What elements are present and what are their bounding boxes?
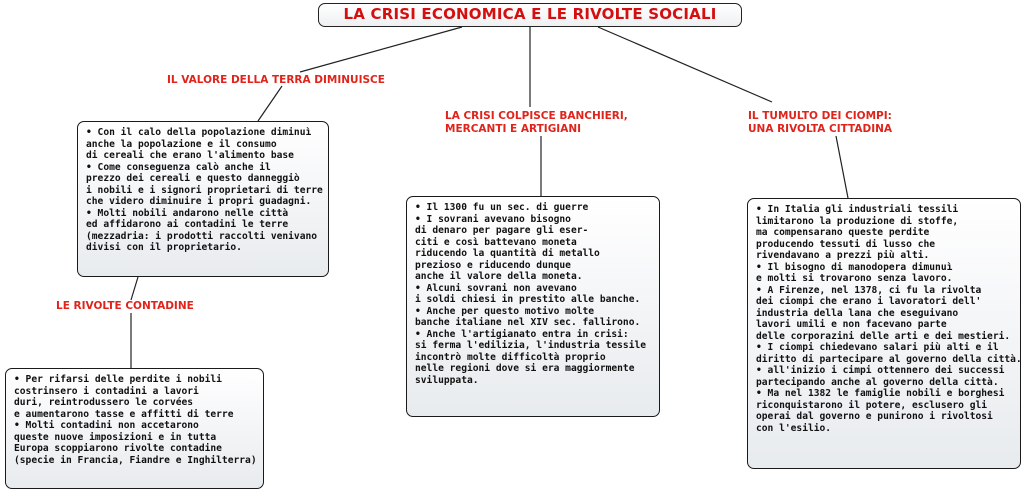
box-banchieri: • Il 1300 fu un sec. di guerre • I sovrani avevano bisogno di denaro per pagare gli eser- citi e così battevano moneta riducendo la quantità di metallo prezioso e riducendo dunque anche il valore della moneta. • Alcuni sovrani non avevano i soldi chiesi in prestito alle banche. • Anche per questo motivo molte banche italiane nel XIV sec. fallirono. • Anche l'artigianato entra in crisi: si ferma l'edilizia, l'industria tessile incontrò molte difficoltà proprio nelle regioni dove si era maggiormente sviluppata. (406, 196, 660, 417)
map-title: LA CRISI ECONOMICA E LE RIVOLTE SOCIALI (318, 3, 742, 27)
connector-title-ciompi (598, 27, 772, 102)
connector-ciompi-box (836, 136, 848, 198)
label-rivolte: LE RIVOLTE CONTADINE (56, 300, 194, 312)
box-rivolte: • Per rifarsi delle perdite i nobili costrinsero i contadini a lavori duri, reintrodussero le corvées e aumentarono tasse e affitti di terre • Molti contadini non accetarono queste nuove imposizioni e in tutta Europa scoppiarono rivolte contadine (specie in Francia, Fiandre e Inghilterra) (5, 368, 264, 489)
connector-title-terra (300, 27, 462, 72)
box-ciompi: • In Italia gli industriali tessili limitarono la produzione di stoffe, ma compensarano queste perdite producendo tessuti di lusso che rivendavano a prezzi più alti. • Il bisogno di manodopera dimunuì e molti si trovarono senza lavoro. • A Firenze, nel 1378, ci fu la rivolta dei ciompi che erano i lavoratori dell' industria della lana che eseguivano lavori umili e non facevano parte delle corporazini delle arti e dei mestieri. • I ciompi chiedevano salari più alti e il diritto di partecipare al governo della città. • all'inizio i cimpi ottennero dei successi partecipando anche al governo della città. • Ma nel 1382 le famiglie nobili e borghesi riconquistarono il potere, esclusero gli operai dal governo e punirono i rivoltosi con l'esilio. (747, 198, 1021, 469)
label-banchieri: LA CRISI COLPISCE BANCHIERI, MERCANTI E ARTIGIANI (445, 110, 628, 135)
connector-terra-rivolte (131, 277, 138, 300)
connector-terra-box (258, 86, 282, 121)
label-terra: IL VALORE DELLA TERRA DIMINUISCE (167, 74, 385, 86)
label-ciompi: IL TUMULTO DEI CIOMPI: UNA RIVOLTA CITTADINA (748, 110, 893, 135)
box-terra: • Con il calo della popolazione diminuì anche la popolazione e il consumo di cereali che erano l'alimento base • Come conseguenza calò anche il prezzo dei cereali e questo danneggiò i nobili e i signori proprietari di terre che videro diminuire i propri guadagni. • Molti nobili andarono nelle città ed affidarono ai contadini le terre (mezzadria: i prodotti raccolti venivano divisi con il proprietario. (77, 121, 329, 277)
